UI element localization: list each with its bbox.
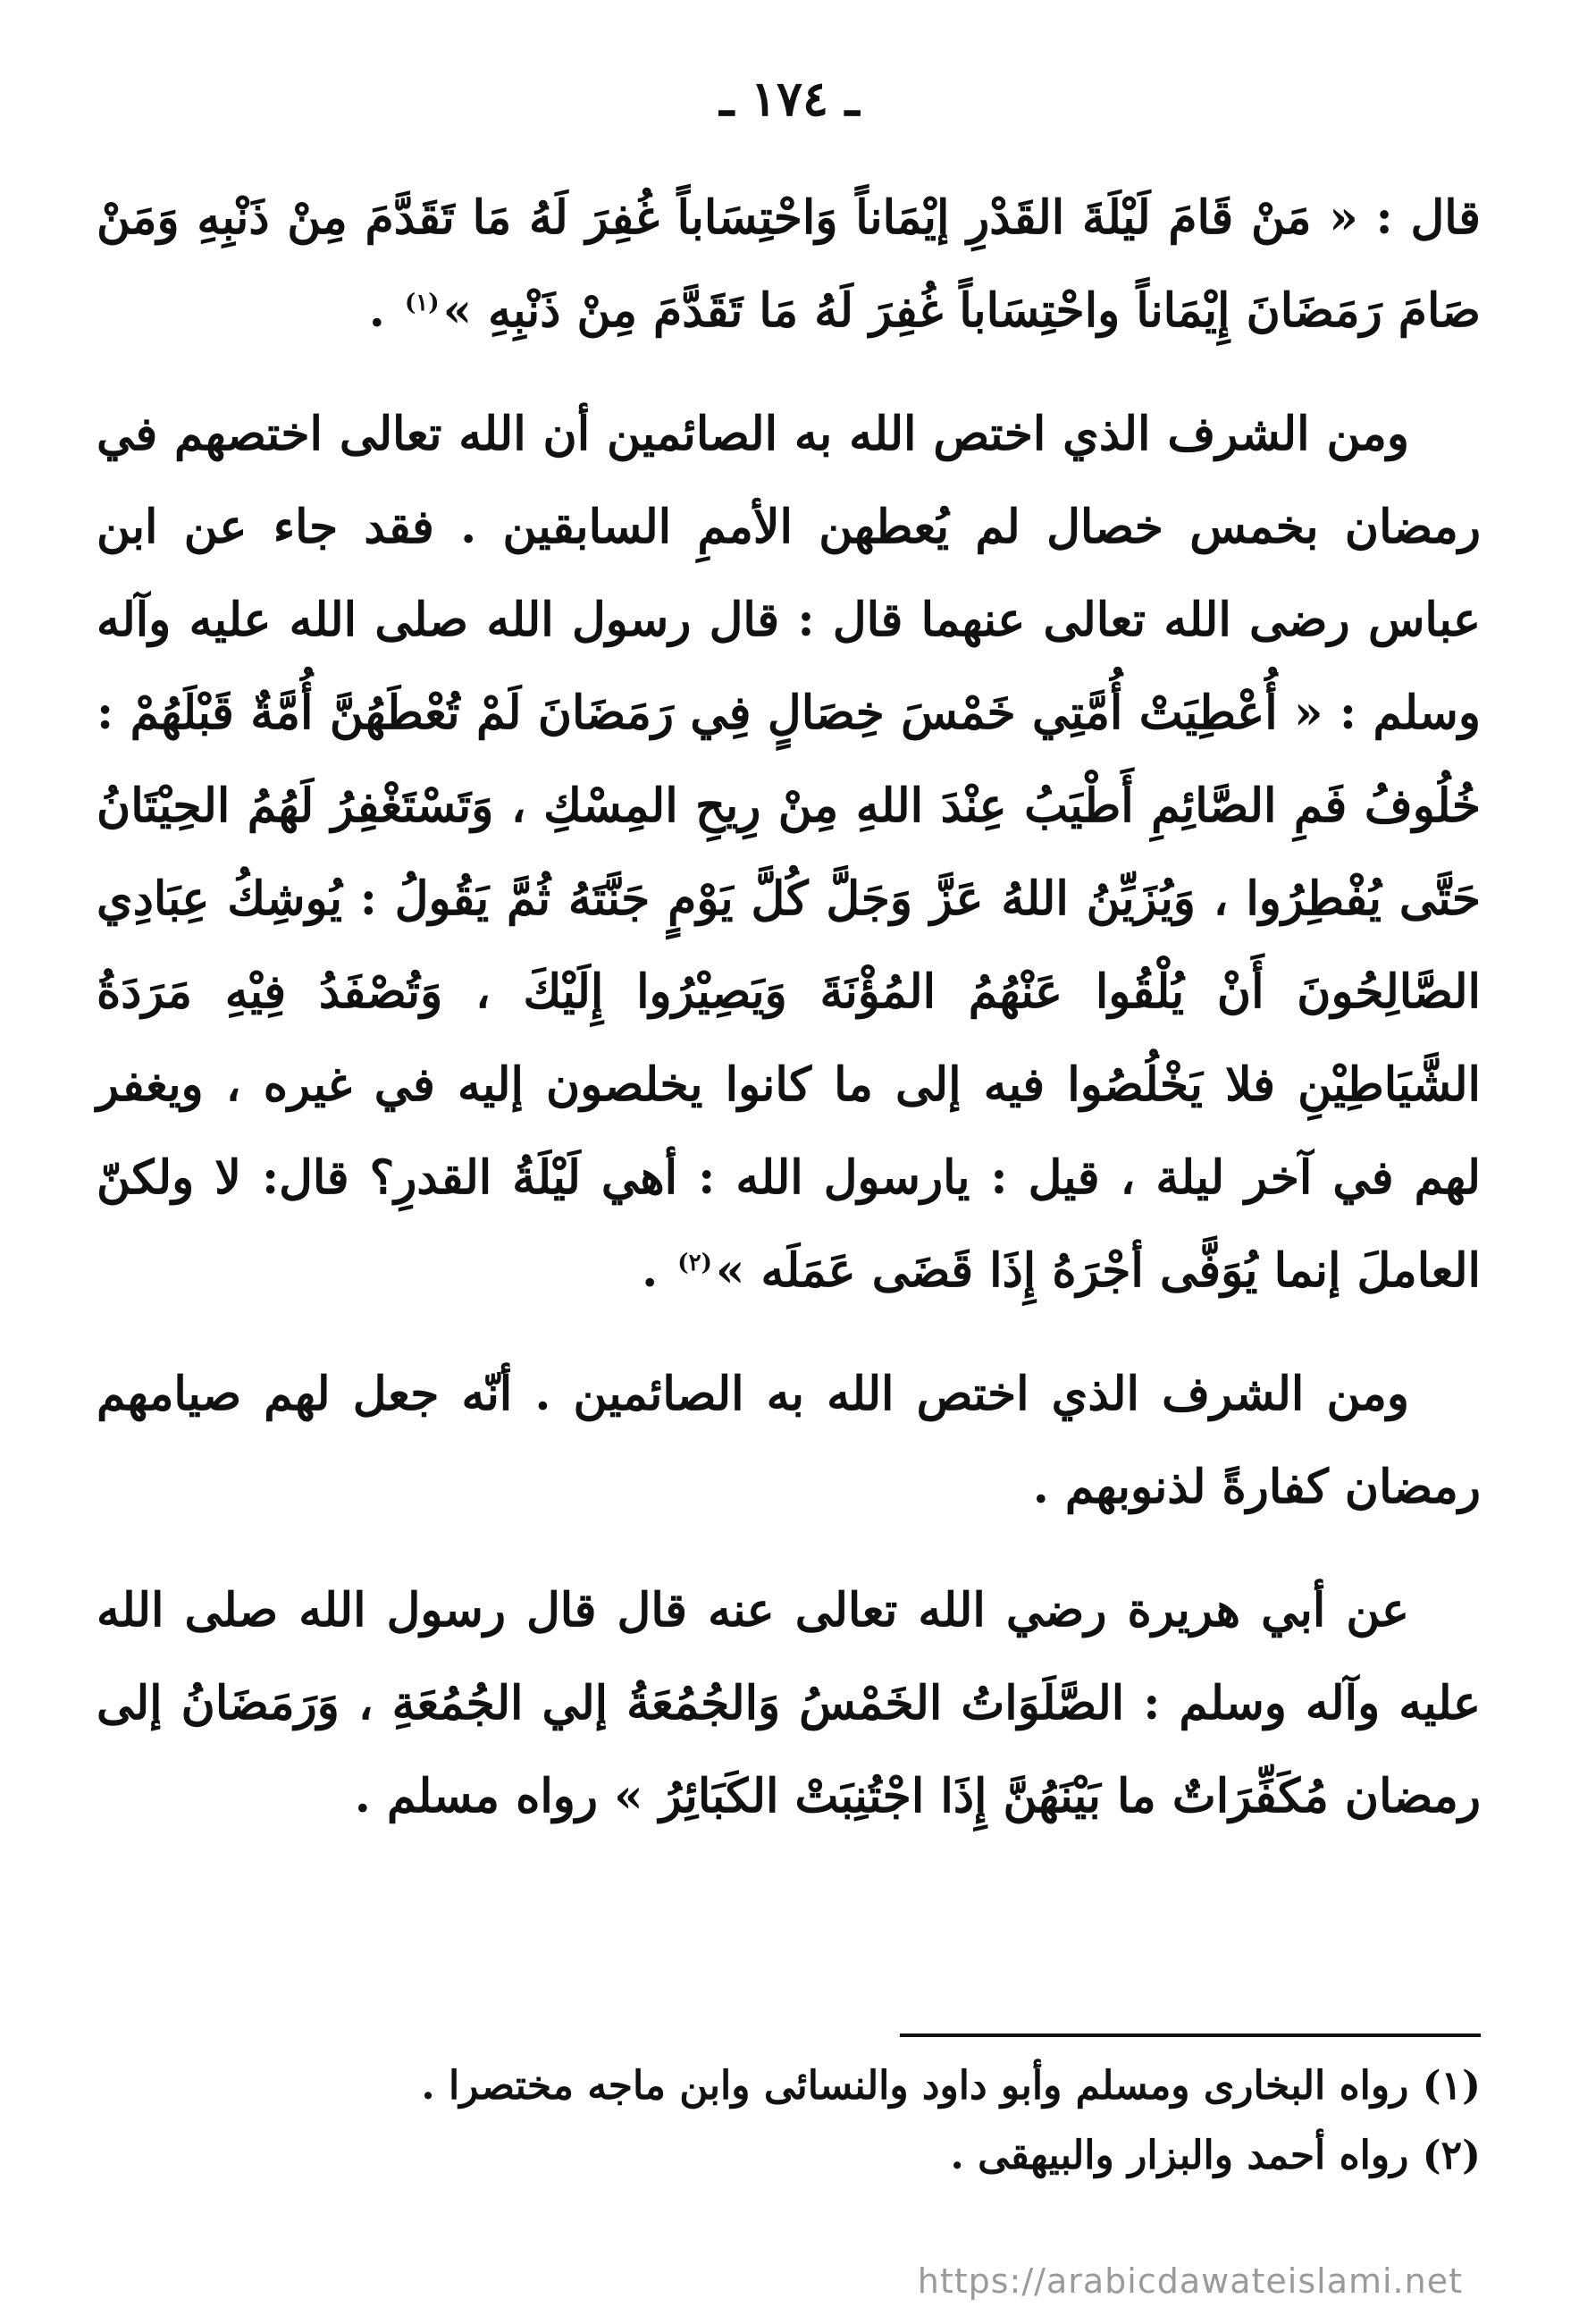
paragraph-five-qualities <box>97 388 1481 1318</box>
paragraph-text: ومن الشرف الذي اختص الله به الصائمين . أنّه جعل لهم صيامهم رمضان كفارةً لذنوبهم . <box>97 1367 1481 1514</box>
footnotes <box>97 2051 1481 2191</box>
watermark-url: https://arabicdawateislami.net <box>917 2261 1463 2301</box>
footnote-text: رواه أحمد والبزار والبيهقى . <box>950 2133 1409 2178</box>
paragraph-text: ومن الشرف الذي اختص الله به الصائمين أن الله تعالى اختصهم في رمضان بخمس خصال لم يُعطهن الأممِ السابقين . فقد جاء عن ابن عباس رضى الله تعالى عنهما قال : قال رسول الله صلى الله عليه وآله وسلم : « أُعْطِيَتْ أُمَّتِي خَمْسَ خِصَالٍ فِي رَمَضَانَ لَمْ تُعْطَهُنَّ أُمَّةٌ قَبْلَهُمْ : خُلُوفُ فَمِ الصَّائِمِ أَطْيَبُ عِنْدَ اللهِ مِنْ رِيحِ المِسْكِ ، وَتَسْتَغْفِرُ لَهُمُ الحِيْتَانُ حَتَّى يُفْطِرُوا ، وَيُزَيِّنُ اللهُ عَزَّ وَجَلَّ كُلَّ يَوْمٍ جَنَّتَهُ ثُمَّ يَقُولُ : يُوشِكُ عِبَادِي الصَّالِحُونَ أَنْ يُلْقُوا عَنْهُمُ المُؤْنَةَ وَيَصِيْرُوا إِلَيْكَ ، وَتُصْفَدُ فِيْهِ مَرَدَةُ الشَّيَاطِيْنِ فلا يَخْلُصُوا فيه إلى ما كانوا يخلصون إليه في غيره ، ويغفر لهم في آخر ليلة ، قيل : يارسول الله : أهي لَيْلَةُ القدرِ؟ قال: لا ولكنّ العاملَ إنما يُوَفَّى أجْرَهُ إِذَا قَضَى عَمَلَه » <box>97 407 1481 1298</box>
footnote-number: (٢) <box>1422 2133 1481 2178</box>
paragraph-end: . <box>642 1243 675 1298</box>
paragraph-end: . <box>368 283 401 338</box>
footnote-2 <box>97 2121 1481 2191</box>
footnote-number: (١) <box>1422 2063 1481 2109</box>
footnote-reference: (٢) <box>677 1249 712 1276</box>
page-number: ـ ١٧٤ ـ <box>719 70 860 127</box>
footnote-reference: (١) <box>404 289 440 316</box>
footnote-text: رواه البخارى ومسلم وأبو داود والنسائى وابن ماجه مختصرا . <box>421 2063 1409 2109</box>
paragraph-text: قال : « مَنْ قَامَ لَيْلَةَ القَدْرِ إيْمَاناً وَاحْتِسَاباً غُفِرَ لَهُ مَا تَقَدَّمَ مِنْ ذَنْبِهِ وَمَنْ صَامَ رَمَضَانَ إِيْمَاناً واحْتِسَاباً غُفِرَ لَهُ مَا تَقَدَّمَ مِنْ ذَنْبِهِ » <box>97 190 1481 338</box>
paragraph-hadith-laylat-al-qadr <box>97 172 1481 358</box>
main-text <box>97 172 1481 1874</box>
footnote-separator <box>900 2034 1481 2037</box>
paragraph-abu-hurayra-hadith <box>97 1564 1481 1843</box>
footnote-1 <box>97 2051 1481 2121</box>
paragraph-expiation <box>97 1348 1481 1534</box>
paragraph-text: عن أبي هريرة رضي الله تعالى عنه قال قال رسول الله صلى الله عليه وآله وسلم : الصَّلَوَاتُ الخَمْسُ وَالجُمُعَةُ إلي الجُمُعَةِ ، وَرَمَضَانُ إلى رمضان مُكَفِّرَاتٌ ما بَيْنَهُنَّ إِذَا اجْتُنِبَتْ الكَبَائِرُ » رواه مسلم . <box>97 1583 1482 1823</box>
